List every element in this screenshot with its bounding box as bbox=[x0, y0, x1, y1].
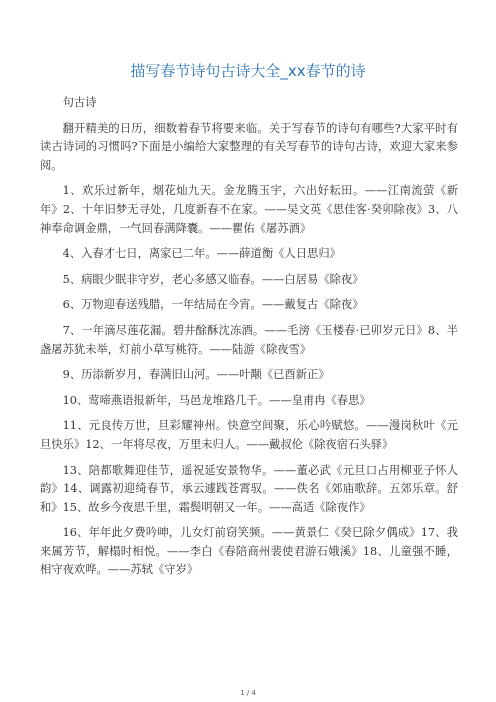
document-body bbox=[40, 94, 458, 587]
paragraph: 13、陪都歌舞迎佳节，遥祝延安景物华。——董必武《元旦口占用柳亚子怀人韵》14、调露初迎绮春节，承云遽践苍霄驭。——佚名《郊庙歌辞。五郊乐章。舒和》15、故乡今夜思千里，霜鬓明朝又一年。——高适《除夜作》 bbox=[40, 463, 458, 514]
paragraph: 7、一年滴尽莲花漏。碧井酴酥沈冻酒。——毛滂《玉楼春·已卯岁元日》8、半盏屠苏犹未举，灯前小草写桃符。——陆游《除夜雪》 bbox=[40, 323, 458, 356]
paragraph: 9、历添新岁月，春满旧山河。——叶颙《已酉新正》 bbox=[62, 368, 330, 382]
page-number: 1 / 4 bbox=[240, 689, 256, 697]
paragraph: 1、欢乐过新年，烟花灿九天。金龙腾玉宇，六出好耘田。——江南流萤《新年》2、十年旧梦无寻处，几度新春不在家。——吴文英《思佳客·癸卯除夜》3、八神奉命调金鼎，一气回春满降囊。——瞿佑《屠苏酒》 bbox=[40, 184, 458, 235]
paragraph: 翻开精美的日历，细数着春节将要来临。关于写春节的诗句有哪些?大家平时有读古诗词的习惯吗?下面是小编给大家整理的有关写春节的诗句古诗，欢迎大家来参阅。 bbox=[40, 121, 458, 172]
page-title: 描写春节诗句古诗大全_xx春节的诗 bbox=[130, 62, 366, 80]
paragraph: 6、万物迎春送残腊，一年结局在今宵。——戴复古《除夜》 bbox=[62, 298, 364, 312]
paragraph: 16、年年此夕费吟呻，儿女灯前窃笑频。——黄景仁《癸巳除夕偶成》17、我来属芳节，解榻时相悦。——李白《春陪商州裴使君游石娥溪》18、儿童强不睡，相守夜欢哗。——苏轼《守岁》 bbox=[40, 526, 458, 577]
paragraph: 句古诗 bbox=[62, 96, 97, 109]
paragraph: 5、病眼少眠非守岁，老心多感又临春。——白居易《除夜》 bbox=[62, 272, 364, 286]
paragraph: 10、莺啼燕语报新年，马邑龙堆路几千。——皇甫冉《春思》 bbox=[62, 393, 371, 407]
paragraph: 11、元良传万世，旦彩耀神州。快意空间聚，乐心吟赋悠。——漫岗秋叶《元旦快乐》12、一年将尽夜，万里未归人。——戴叔伦《除夜宿石头驿》 bbox=[40, 419, 458, 451]
paragraph: 4、入春才七日，离家已二年。——薛道衡《人日思归》 bbox=[62, 247, 341, 261]
